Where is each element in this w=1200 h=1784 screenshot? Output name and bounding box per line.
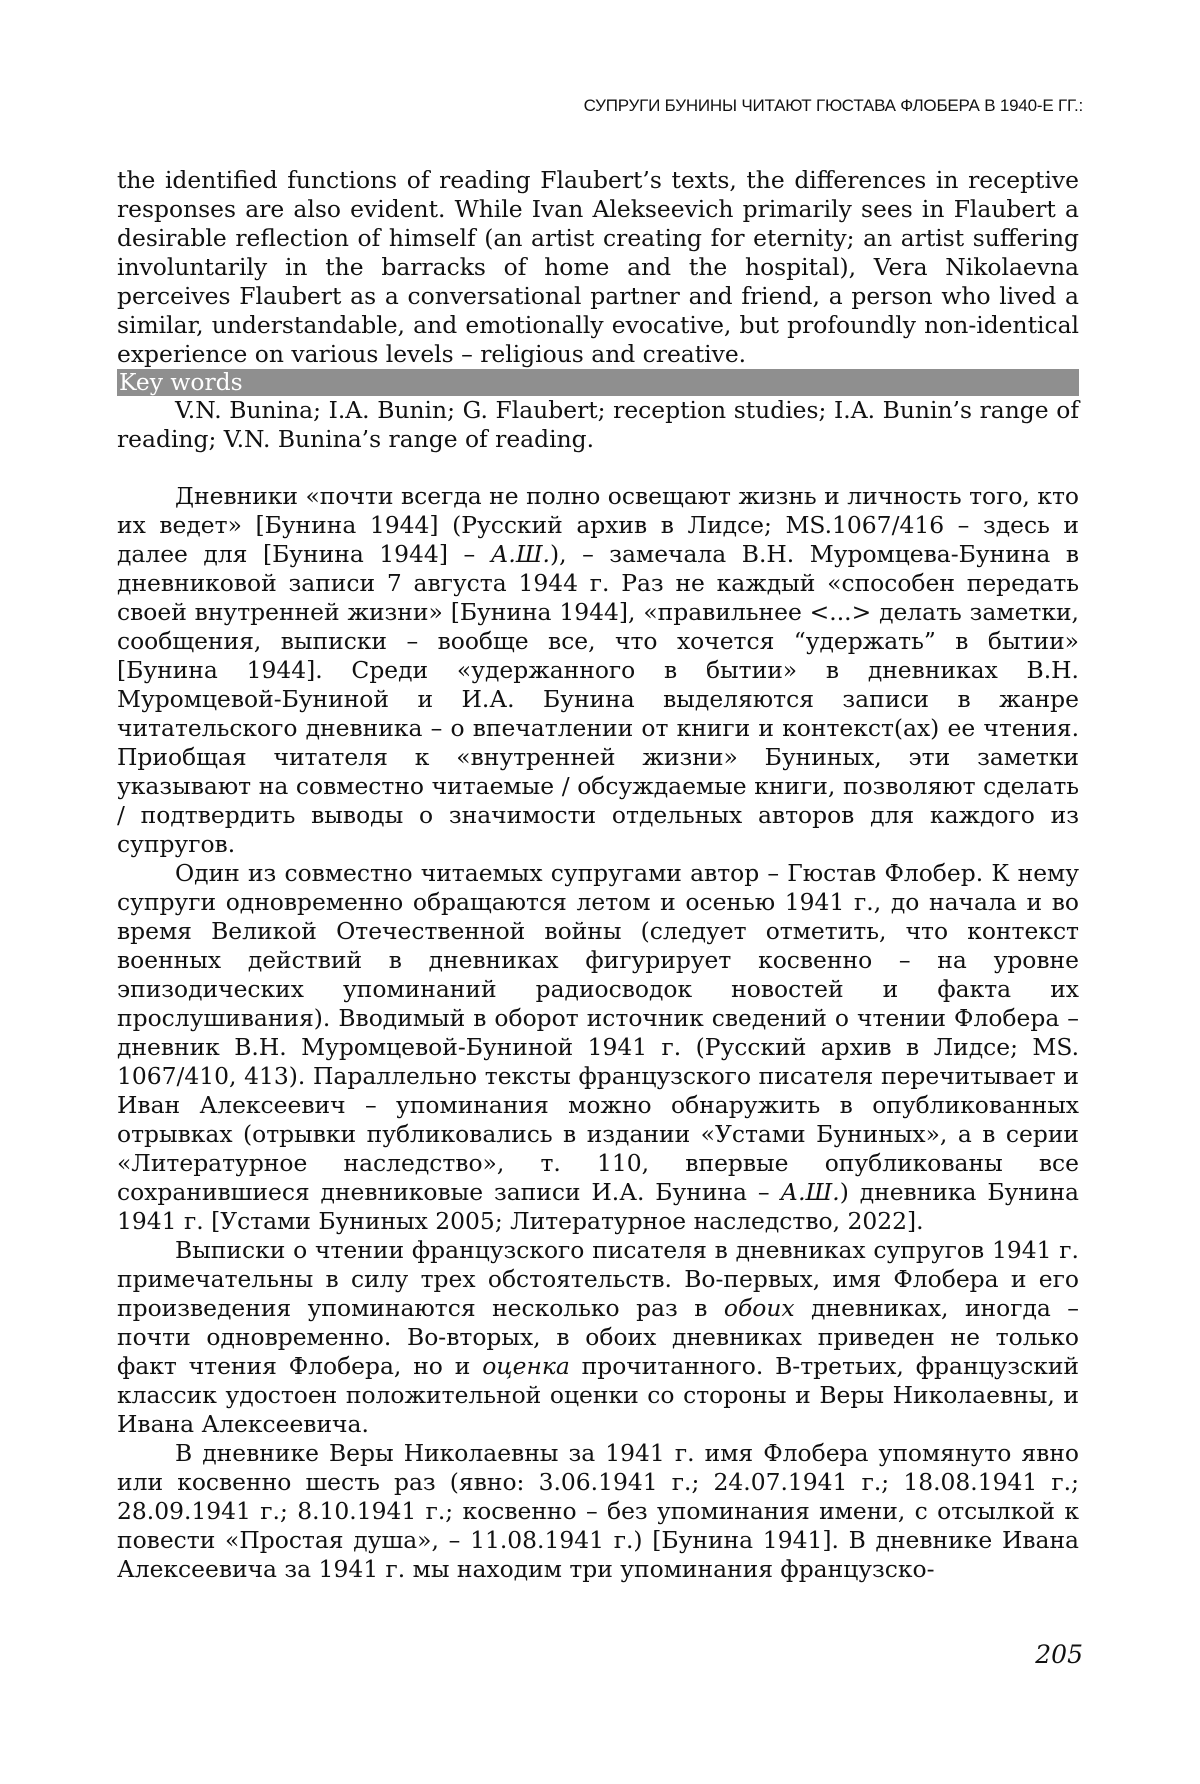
- running-head: СУПРУГИ БУНИНЫ ЧИТАЮТ ГЮСТАВА ФЛОБЕРА В 1940-Е ГГ.:: [583, 96, 1083, 115]
- author-initials: А.Ш.: [780, 1178, 840, 1206]
- text-column: [117, 166, 1079, 1584]
- body-paragraph-4: В дневнике Веры Николаевны за 1941 г. имя Флобера упомянуто явно или косвенно шесть раз (явно: 3.06.1941 г.; 24.07.1941 г.; 18.08.1941 г.; 28.09.1941 г.; 8.10.1941 г.; косвенно – без упоминания имени, с отсылкой к повести «Простая душа», – 11.08.1941 г.) [Бунина 1941]. В дневнике Ивана Алексеевича за 1941 г. мы находим три упоминания французско-: [117, 1439, 1079, 1583]
- body-paragraph-3-part-b: дневниках, иногда – почти одновременно. Во-вторых, в обоих дневниках приведен не только факт чтения Флобера, но и: [117, 1294, 1079, 1380]
- page-number: 205: [1035, 1640, 1083, 1669]
- body-paragraph-2: [117, 859, 1079, 1236]
- body-paragraph-2-part-b: ) дневника Бунина 1941 г. [Устами Буниных 2005; Литературное наследство, 2022].: [117, 1178, 1079, 1235]
- abstract-tail: the identified functions of reading Flaubert’s texts, the differences in receptive responses are also evident. While Ivan Alekseevich primarily sees in Flaubert a desirable reflection of himself (an artist creating for eternity; an artist suffering involuntarily in the barracks of home and the hospital), Vera Nikolaevna perceives Flaubert as a conversational partner and friend, a person who lived a similar, understandable, and emotionally evocative, but profoundly non-identical experience on various levels – religious and creative.: [117, 166, 1079, 368]
- emphasis-evaluation: оценка: [482, 1352, 570, 1380]
- body-paragraph-1-part-a: Дневники «почти всегда не полно освещают жизнь и личность того, кто их ведет» [Бунина 1944] (Русский архив в Лидсе; MS.1067/416 – здесь и далее для [Бунина 1944] –: [117, 482, 1079, 568]
- body-paragraph-3-part-c: прочитанного. В-третьих, французский классик удостоен положительной оценки со стороны и Веры Николаевны, и Ивана Алексеевича.: [117, 1352, 1079, 1438]
- keywords-heading: Key words: [117, 369, 1079, 396]
- body-paragraph-3: [117, 1236, 1079, 1439]
- body-paragraph-1-part-b: ), – замечала В.Н. Муромцева-Бунина в дневниковой записи 7 августа 1944 г. Раз не каждый «способен передать своей внутренней жизни» [Бунина 1944], «правильнее <...> делать заметки, сообщения, выписки – вообще все, что хочется “удержать” в бытии» [Бунина 1944]. Среди «удержанного в бытии» в дневниках В.Н. Муромцевой-Буниной и И.А. Бунина выделяются записи в жанре читательского дневника – о впечатлении от книги и контекст(ах) ее чтения. Приобщая читателя к «внутренней жизни» Буниных, эти заметки указывают на совместно читаемые / обсуждаемые книги, позволяют сделать / подтвердить выводы о значимости отдельных авторов для каждого из супругов.: [117, 540, 1079, 858]
- keywords-text: V.N. Bunina; I.A. Bunin; G. Flaubert; reception studies; I.A. Bunin’s range of reading; V.N. Bunina’s range of reading.: [117, 396, 1079, 453]
- body-paragraph-1: [117, 482, 1079, 859]
- body-paragraph-3-part-a: Выписки о чтении французского писателя в дневниках супругов 1941 г. примечательны в силу трех обстоятельств. Во-первых, имя Флобера и его произведения упоминаются несколько раз в: [117, 1236, 1079, 1322]
- emphasis-both: обоих: [723, 1294, 795, 1322]
- author-initials: А.Ш.: [490, 540, 550, 568]
- body-paragraph-2-part-a: Один из совместно читаемых супругами автор – Гюстав Флобер. К нему супруги одновременно обращаются летом и осенью 1941 г., до начала и во время Великой Отечественной войны (следует отметить, что контекст военных действий в дневниках фигурирует косвенно – на уровне эпизодических упоминаний радиосводок новостей и факта их прослушивания). Вводимый в оборот источник сведений о чтении Флобера – дневник В.Н. Муромцевой-Буниной 1941 г. (Русский архив в Лидсе; MS. 1067/410, 413). Параллельно тексты французского писателя перечитывает и Иван Алексеевич – упоминания можно обнаружить в опубликованных отрывках (отрывки публиковались в издании «Устами Буниных», а в серии «Литературное наследство», т. 110, впервые опубликованы все сохранившиеся дневниковые записи И.А. Бунина –: [117, 859, 1079, 1206]
